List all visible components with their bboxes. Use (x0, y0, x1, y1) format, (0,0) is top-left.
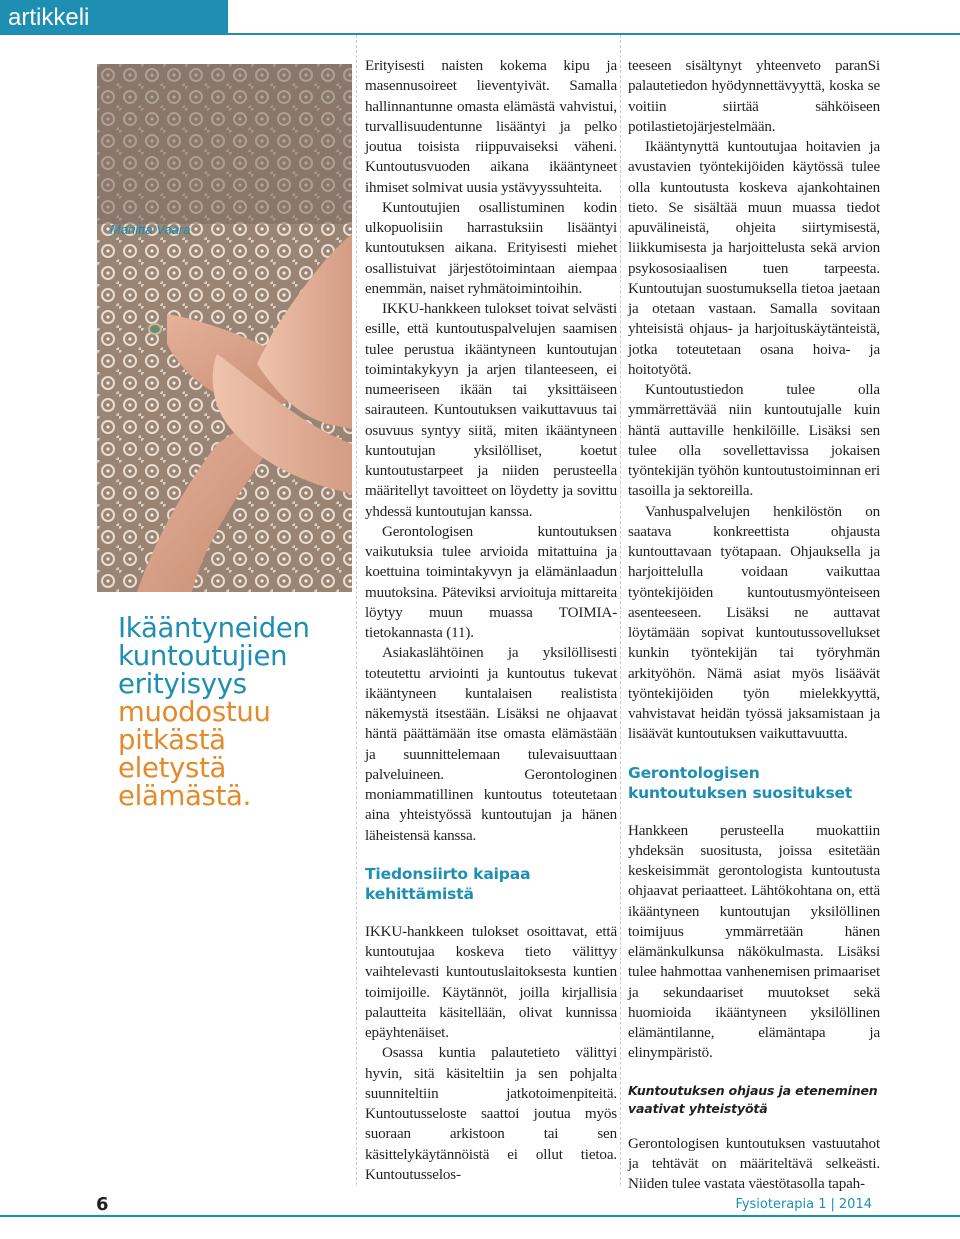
paragraph: IKKU-hankkeen tulokset toivat selvästi esille, että kuntoutuspalvelujen saamisen tulee perustua ikääntyneen kuntoutujan toimintakykyyn ja arjen tilanteeseen, ei numeeriseen ikään tai yksittäiseen sairauteen. Kuntoutuksen vaikuttavuus tai osuvuus syntyy siitä, miten ikääntyneen kuntoutujan yksilölliset, koetut kuntoutustarpeet ja niiden perusteella määritellyt tavoitteet on löydetty ja sovittu yhdessä kuntoutujan kanssa. (365, 301, 617, 520)
headline-line: elämästä. (118, 780, 252, 812)
photo-credit: Mariitta Vaara (110, 222, 191, 237)
subheading: Tiedonsiirto kaipaa kehittämistä (365, 864, 531, 903)
headline-line: kuntoutujien (118, 640, 288, 672)
paragraph: IKKU-hankkeen tulokset osoittavat, että kuntoutujaa koskeva tieto välittyy vaihtelevasti kuntoutuslaitoksesta kuntien toimijoille. Käytännöt, joilla kirjallisia palautteita käsitellään, olivat kunnissa epäyhtenäiset. (365, 923, 617, 1041)
column-divider (356, 35, 357, 1185)
paragraph: Gerontologisen kuntoutuksen vaikutuksia tulee arvioida mitattuina ja koettuina toimintakyvyn ja elämänlaadun muutoksina. Päteviksi arvioituja mittareita löytyy muun muassa TOIMIA-tietokannasta (11). (365, 523, 617, 641)
headline-line: erityisyys (118, 668, 247, 700)
journal-issue: 1 (818, 1197, 827, 1212)
text-column-right (628, 56, 880, 1194)
paragraph: Hankkeen perusteella muokattiin yhdeksän suositusta, joissa esitetään keskeisimmät gerontologista kuntoutusta ohjaavat periaatteet. Lähtökohtana on, että ikääntyneen kuntoutujan yksilöllinen toimijuus ymmärretään hänen elämänkulkunsa näkökulmasta. Lisäksi tulee hahmottaa vanhenemisen primaariset ja sekundaariset muutokset sekä huomioida ikääntyneen yksilöllinen elämäntilanne, elämäntapa ja elinympäristö. (628, 822, 880, 1062)
article-headline (118, 614, 323, 810)
paragraph: Gerontologisen kuntoutuksen vastuutahot ja tehtävät on määriteltävä selkeästi. Niiden tulee vastata väestötasolla tapah- (628, 1135, 880, 1192)
paragraph: Osassa kuntia palautetieto välittyi hyvin, sitä käsiteltiin ja sen pohjalta suunniteltiin jatkotoimenpiteitä. Kuntoutusseloste saattoi joutua myös suoraan arkistoon tai sen käsittelykäytännöistä ei ollut tietoa. Kuntoutusselos- (365, 1045, 617, 1183)
paragraph: Vanhuspalvelujen henkilöstön on saatava konkreettista ohjausta kuntouttavaan työtapaan. Ohjauksella ja harjoittelulla voidaan vaikuttaa työntekijöiden kuntoutusmyönteiseen asenteeseen. Lisäksi ne auttavat löytämään sopivat kuntoutussovellukset kunkin työntekijän tai työryhmän arkityöhön. Nämä asiat myös lisäävät työntekijöiden työn mielekkyyttä, vahvistavat heidän työssä jaksamistaan ja lisäävät kuntoutuksen vaikuttavuutta. (628, 503, 880, 743)
paragraph: Kuntoutujien osallistuminen kodin ulkopuolisiin harrastuksiin lisääntyi kuntoutuksen aikana. Erityisesti miehet osallistuivat järjestötoimintaan aiempaa enemmän, naiset ryhmätoimintoihin. (365, 199, 617, 297)
journal-year: 2014 (838, 1197, 872, 1212)
headline-line: pitkästä eletystä (118, 724, 227, 784)
page-number: 6 (96, 1194, 109, 1215)
header-rule (228, 33, 960, 35)
hands-photo-illustration (97, 64, 352, 592)
paragraph: Erityisesti naisten kokema kipu ja masennusoireet lieventyivät. Samalla hallinnantunne omasta elämästä vahvistui, turvallisuudentunne lisääntyi ja pelko joutua toisista riippuvaiseksi väheni. Kuntoutusvuoden aikana ikääntyneet ihmiset solmivat uusia ystävyyssuhteita. (365, 58, 617, 196)
paragraph: teeseen sisältynyt yhteenveto paranSi palautetiedon hyödynnettävyyttä, koska se voitiin siirtää sähköiseen potilastietojärjestelmään. (628, 58, 880, 135)
paragraph: Asiakaslähtöinen ja yksilöllisesti toteutettu arviointi ja kuntoutus tukevat ikääntyneen kuntalaisen realistista näkemystä itsestään. Lisäksi ne ohjaavat häntä päättämään itse omasta elämästään ja suunnittelemaan tulevaisuuttaan palveluineen. Gerontologinen moniammatillinen kuntoutus toteutetaan aina yhteistyössä kuntoutujan ja hänen läheistensä kanssa. (365, 645, 617, 844)
headline-line: muodostuu (118, 696, 271, 728)
subheading-italic: Kuntoutuksen ohjaus ja eteneminen vaativat yhteistyötä (628, 1082, 878, 1116)
headline-line: Ikääntyneiden (118, 612, 310, 644)
journal-info: Fysioterapia 1 | 2014 (735, 1197, 872, 1212)
paragraph: Kuntoutustiedon tulee olla ymmärrettävää niin kuntoutujalle kuin häntä auttaville henkilöille. Lisäksi sen tulee olla sovellettavissa jokaisen työntekijän työhön kuntoutustoiminnan eri tasoilla ja sektoreilla. (628, 382, 880, 500)
footer-rule (0, 1215, 960, 1217)
subheading: Gerontologisen kuntoutuksen suositukset (628, 763, 853, 802)
section-label: artikkeli (0, 0, 228, 35)
paragraph: Ikääntynyttä kuntoutujaa hoitavien ja avustavien työntekijöiden käytössä tulee olla kuntoutusta koskeva ajankohtainen tieto. Se sisältää muun muassa tiedot apuvälineistä, ohjeita siirtymisestä, liikkumisesta ja harjoittelusta sekä arvion psykososiaalisen tuen tarpeesta. Kuntoutujan suostumuksella tietoa jaetaan ja otetaan vastaan. Samalla sovitaan yhteisistä ohjaus- ja harjoituskäytänteistä, jotka toteutetaan osana hoiva- ja hoitotyötä. (628, 139, 880, 378)
text-column-middle (365, 56, 617, 1185)
hands-photo (97, 64, 352, 592)
column-divider (620, 35, 621, 1185)
journal-name: Fysioterapia (735, 1197, 815, 1212)
